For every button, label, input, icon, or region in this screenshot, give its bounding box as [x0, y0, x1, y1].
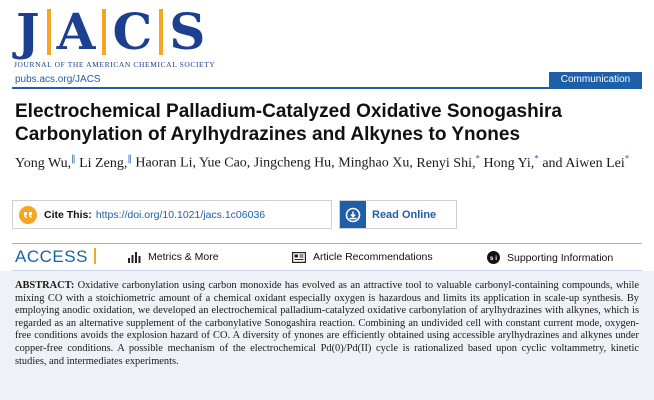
journal-url-link[interactable]: pubs.acs.org/JACS: [15, 74, 101, 85]
access-label: ACCESS: [15, 247, 96, 267]
logo-letter-s: S: [169, 2, 207, 61]
access-divider: [12, 243, 642, 244]
abstract-section: [0, 271, 654, 400]
logo-separator: [159, 9, 163, 55]
metrics-label: Metrics & More: [148, 251, 219, 263]
access-separator: [94, 248, 96, 264]
logo-letter-a: A: [56, 2, 97, 61]
article-icon: [292, 252, 306, 263]
abstract-label: ABSTRACT:: [15, 280, 75, 291]
header-divider: [12, 87, 642, 89]
author-list: [15, 149, 640, 173]
abstract-body: Oxidative carbonylation using carbon monoxide has evolved as an attractive tool to valuable carbonyl-containing compounds, while mixing CO with a stoichiometric amount of a chemical oxidant especially oxygen is hazardous and limits its application in scale-up synthesis. By employing anodic oxidation, we developed an electrochemical palladium-catalyzed oxidative carbonylation of arylhydrazines with alkynes, which is regarded as an alternative supplement of the carbonylative Sonogashira reaction. Combining an undivided cell with constant current mode, oxygen-free conditions avoids the explosion hazard of CO. A diversity of ynones are efficiently obtained using accessible arylhydrazines and alkynes under copper-free conditions. A possible mechanism of the electrochemical Pd(0)/Pd(II) cycle is rationalized based upon cyclic voltammetry, kinetic studies, and intermediates experiments.: [15, 280, 639, 367]
author[interactable]: Yue Cao,: [198, 155, 251, 171]
logo-separator: [102, 9, 106, 55]
abstract-text: [15, 280, 639, 368]
cite-label: Cite This:: [44, 208, 92, 221]
author[interactable]: and Aiwen Lei*: [542, 153, 630, 171]
read-online-icon: [340, 201, 366, 228]
article-title: Electrochemical Palladium-Catalyzed Oxidative Sonogashira Carbonylation of Arylhydrazines and Alkynes to Ynones: [15, 101, 562, 145]
svg-text:s i: s i: [489, 255, 498, 262]
author[interactable]: Minghao Xu,: [338, 155, 413, 171]
jacs-logo[interactable]: [14, 2, 216, 72]
article-recommendations-link[interactable]: [292, 251, 433, 263]
author[interactable]: Hong Yi,*: [483, 153, 539, 171]
author[interactable]: Haoran Li,: [135, 155, 196, 171]
author[interactable]: Renyi Shi,*: [416, 153, 480, 171]
author[interactable]: Yong Wu,∥: [15, 153, 76, 171]
read-online-button[interactable]: [339, 200, 457, 229]
supporting-label: Supporting Information: [507, 251, 614, 264]
metrics-more-link[interactable]: [128, 251, 219, 263]
bar-chart-icon: [128, 252, 141, 263]
logo-letter-c: C: [112, 2, 154, 61]
doi-link[interactable]: https://doi.org/10.1021/jacs.1c06036: [95, 208, 266, 221]
recommendations-label: Article Recommendations: [313, 251, 433, 263]
logo-separator: [47, 9, 51, 55]
article-type-badge: Communication: [549, 72, 642, 87]
cite-this-box: [12, 200, 332, 229]
quote-icon: [19, 206, 37, 224]
logo-subtitle: JOURNAL OF THE AMERICAN CHEMICAL SOCIETY: [14, 60, 216, 69]
logo-letter-j: J: [16, 2, 41, 61]
author[interactable]: Li Zeng,∥: [79, 153, 132, 171]
read-online-label: Read Online: [372, 208, 437, 221]
supporting-information-link[interactable]: [487, 251, 613, 264]
si-icon: [487, 251, 500, 264]
author[interactable]: Jingcheng Hu,: [253, 155, 335, 171]
